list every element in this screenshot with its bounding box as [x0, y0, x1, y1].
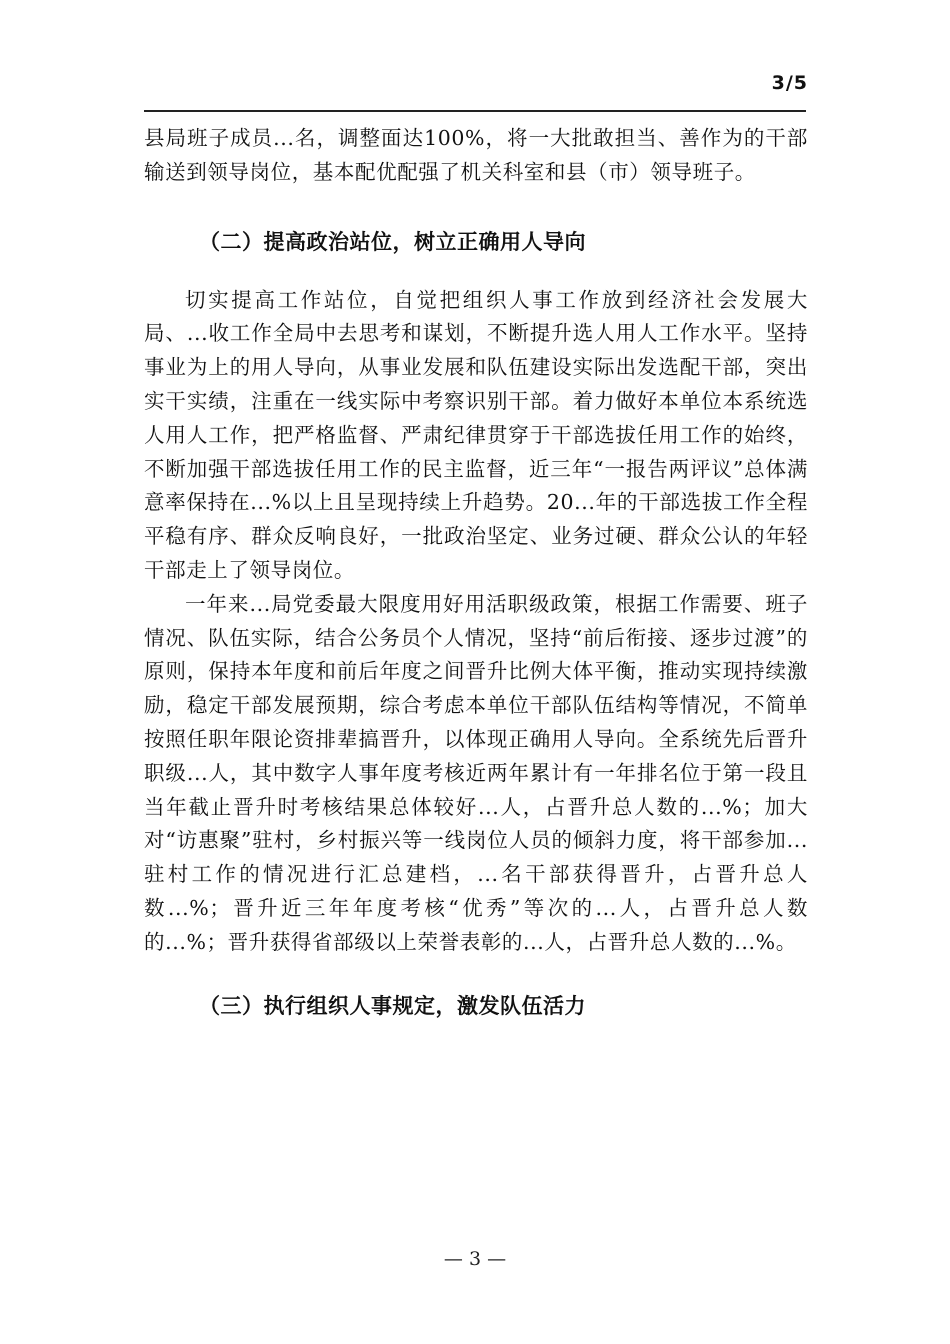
footer-page-number: — 3 —	[443, 1248, 507, 1270]
paragraph-continued: 县局班子成员...名，调整面达100%，将一大批敢担当、善作为的干部输送到领导岗位，基本配优配强了机关科室和县（市）领导班子。	[144, 126, 808, 184]
document-body	[144, 122, 808, 1020]
paragraph-political-standing: 切实提高工作站位，自觉把组织人事工作放到经济社会发展大局、...收工作全局中去思考和谋划，不断提升选人用人工作水平。坚持事业为上的用人导向，从事业发展和队伍建设实际出发选配干部，突出实干实绩，注重在一线实际中考察识别干部。着力做好本单位本系统选人用人工作，把严格监督、严肃纪律贯穿于干部选拔任用工作的始终，不断加强干部选拔任用工作的民主监督，近三年“一报告两评议”总体满意率保持在...%以上且呈现持续上升趋势。20...年的干部选拔工作全程平稳有序、群众反响良好，一批政治坚定、业务过硬、群众公认的年轻干部走上了领导岗位。	[144, 287, 808, 582]
section-heading-3: （三）执行组织人事规定，激发队伍活力	[199, 993, 586, 1018]
section-heading-2: （二）提高政治站位，树立正确用人导向	[199, 229, 586, 254]
page-indicator: 3/5	[771, 72, 808, 94]
header-rule	[144, 110, 806, 112]
paragraph-rank-promotion: 一年来...局党委最大限度用好用活职级政策，根据工作需要、班子情况、队伍实际，结合公务员个人情况，坚持“前后衔接、逐步过渡”的原则，保持本年度和前后年度之间晋升比例大体平衡，推动实现持续激励，稳定干部发展预期，综合考虑本单位干部队伍结构等情况，不简单按照任职年限论资排辈搞晋升，以体现正确用人导向。全系统先后晋升职级...人，其中数字人事年度考核近两年累计有一年排名位于第一段且当年截止晋升时考核结果总体较好...人，占晋升总人数的...%；加大对“访惠聚”驻村，乡村振兴等一线岗位人员的倾斜力度，将干部参加...驻村工作的情况进行汇总建档，...名干部获得晋升，占晋升总人数...%；晋升近三年年度考核“优秀”等次的...人，占晋升总人数的...%；晋升获得省部级以上荣誉表彰的...人，占晋升总人数的...%。	[144, 591, 808, 954]
